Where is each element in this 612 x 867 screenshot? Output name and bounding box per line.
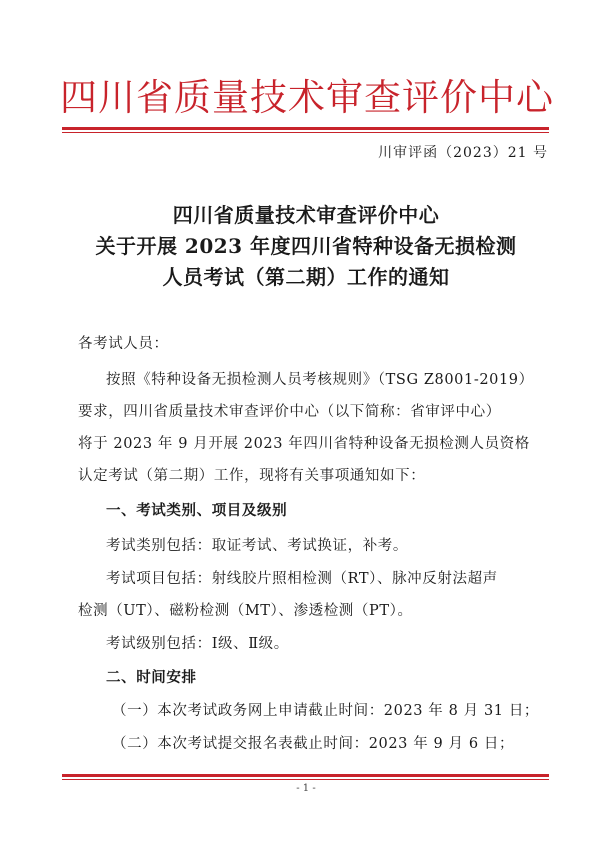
paragraph-line: 要求，四川省质量技术审查评价中心（以下简称：省审评中心） xyxy=(78,404,501,420)
header-rule-thick xyxy=(62,127,549,130)
document-title xyxy=(60,200,552,293)
schedule-item: （二）本次考试提交报名表截止时间：2023 年 9 月 6 日； xyxy=(112,736,515,752)
exam-items-line: 检测（UT）、磁粉检测（MT）、渗透检测（PT）。 xyxy=(78,603,413,619)
footer-rule-thick xyxy=(62,774,549,777)
footer-rule-thin xyxy=(62,779,549,780)
section-heading-1: 一、考试类别、项目及级别 xyxy=(106,503,288,519)
header-rule-thin xyxy=(62,132,549,133)
exam-types-line: 考试类别包括：取证考试、考试换证，补考。 xyxy=(106,538,408,554)
exam-items-line: 考试项目包括：射线胶片照相检测（RT）、脉冲反射法超声 xyxy=(106,571,498,587)
title-line-1: 四川省质量技术审查评价中心 xyxy=(172,203,440,227)
paragraph-line: 将于 2023 年 9 月开展 2023 年四川省特种设备无损检测人员资格 xyxy=(78,436,530,452)
schedule-item: （一）本次考试政务网上申请截止时间：2023 年 8 月 31 日； xyxy=(112,703,540,719)
title-line-3: 人员考试（第二期）工作的通知 xyxy=(162,265,450,289)
section-heading-2: 二、时间安排 xyxy=(106,670,197,686)
page-number: - 1 - xyxy=(296,783,316,794)
paragraph-line: 认定考试（第二期）工作，现将有关事项通知如下： xyxy=(78,468,426,484)
paragraph-line: 按照《特种设备无损检测人员考核规则》（TSG Z8001-2019） xyxy=(106,372,534,388)
document-number: 川审评函（2023）21 号 xyxy=(378,145,548,161)
exam-levels-line: 考试级别包括：Ⅰ级、Ⅱ级。 xyxy=(106,636,289,652)
org-header-title: 四川省质量技术审查评价中心 xyxy=(60,76,554,119)
title-line-2: 关于开展 2023 年度四川省特种设备无损检测 xyxy=(95,234,517,258)
salutation: 各考试人员： xyxy=(78,336,169,352)
